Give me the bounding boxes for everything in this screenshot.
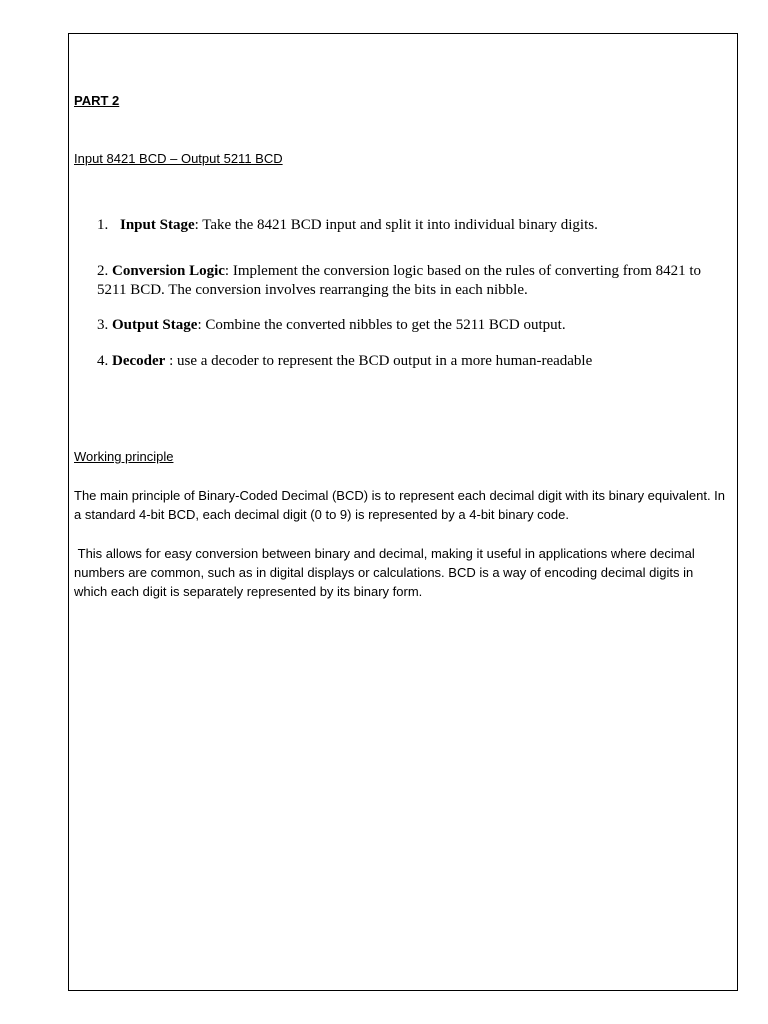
step-2 bbox=[97, 262, 725, 300]
step-number: 4. bbox=[97, 353, 109, 369]
step-text: : Combine the converted nibbles to get the 5211 BCD output. bbox=[197, 317, 566, 333]
paragraph-1: The main principle of Binary-Coded Decimal (BCD) is to represent each decimal digit with its binary equivalent. In a standard 4-bit BCD, each decimal digit (0 to 9) is represented by a 4-bit binary code. bbox=[74, 488, 726, 522]
step-text: : Implement the conversion logic based on the rules of converting from 8421 to 5211 BCD. The conversion involves rearranging the bits in each nibble. bbox=[97, 263, 702, 298]
step-text: : Take the 8421 BCD input and split it into individual binary digits. bbox=[194, 217, 598, 233]
step-text: : use a decoder to represent the BCD output in a more human-readable bbox=[165, 353, 593, 369]
step-title: Output Stage bbox=[112, 317, 198, 333]
step-number: 3. bbox=[97, 317, 109, 333]
step-4 bbox=[97, 352, 725, 371]
paragraph-2: This allows for easy conversion between binary and decimal, making it useful in applications where decimal numbers are common, such as in digital displays or calculations. BCD is a way of encoding decimal digits in which each digit is separately represented by its binary form. bbox=[74, 546, 699, 599]
step-title: Conversion Logic bbox=[112, 263, 225, 279]
step-title: Input Stage bbox=[120, 217, 195, 233]
step-number: 1. bbox=[97, 217, 109, 233]
part-title: PART 2 bbox=[74, 93, 120, 108]
section-subtitle: Input 8421 BCD – Output 5211 BCD bbox=[74, 151, 283, 166]
step-number: 2. bbox=[97, 263, 109, 279]
step-1 bbox=[97, 216, 725, 235]
step-title: Decoder bbox=[112, 353, 166, 369]
step-3 bbox=[97, 316, 725, 335]
working-principle-heading: Working principle bbox=[74, 449, 174, 464]
